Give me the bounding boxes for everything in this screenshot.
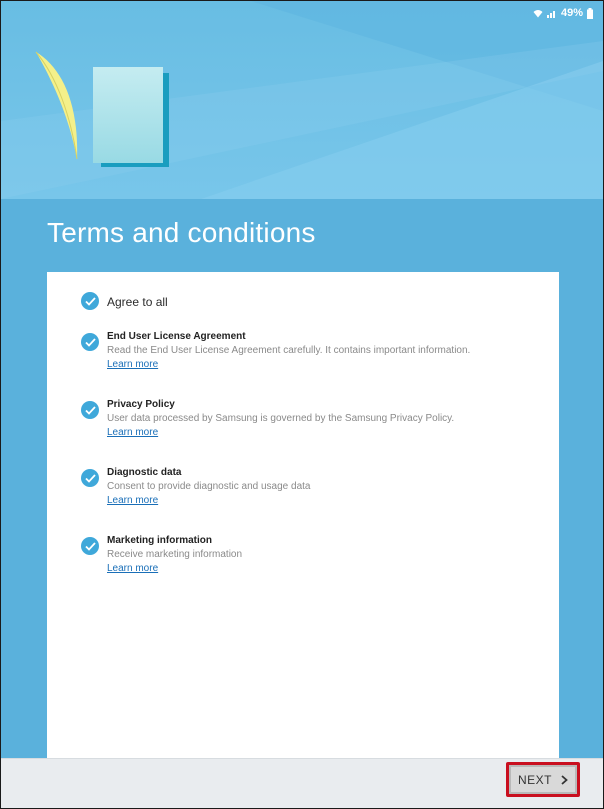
bottom-bar (1, 758, 603, 809)
terms-item-checkbox[interactable] (81, 401, 99, 419)
feather-icon (36, 52, 77, 159)
agree-all-row[interactable] (47, 272, 559, 322)
battery-percent: 49% (560, 7, 583, 19)
agree-all-checkbox[interactable] (81, 292, 99, 310)
terms-illustration (31, 47, 181, 172)
terms-item-checkbox[interactable] (81, 469, 99, 487)
terms-item (47, 398, 559, 460)
signal-icon (547, 9, 557, 18)
terms-item-title: Marketing information (107, 535, 213, 546)
learn-more-link[interactable]: Learn more (107, 427, 159, 438)
terms-item-description: User data processed by Samsung is governed by the Samsung Privacy Policy. (107, 413, 455, 424)
agree-all-label: Agree to all (107, 295, 168, 309)
terms-item (47, 466, 559, 528)
check-icon (85, 406, 96, 415)
terms-card (47, 272, 559, 772)
terms-item-checkbox[interactable] (81, 333, 99, 351)
terms-item-description: Receive marketing information (107, 549, 243, 560)
terms-item (47, 330, 559, 392)
terms-item-title: End User License Agreement (107, 331, 246, 342)
page-title: Terms and conditions (47, 217, 316, 248)
chevron-right-icon (561, 775, 568, 785)
check-icon (85, 338, 96, 347)
learn-more-link[interactable]: Learn more (107, 359, 159, 370)
learn-more-link[interactable]: Learn more (107, 495, 159, 506)
next-button-label: NEXT (517, 772, 552, 787)
terms-item-description: Consent to provide diagnostic and usage data (107, 481, 311, 492)
check-icon (85, 297, 96, 306)
terms-item (47, 534, 559, 596)
wifi-icon (533, 9, 543, 18)
next-button[interactable] (506, 762, 580, 797)
terms-item-checkbox[interactable] (81, 537, 99, 555)
terms-item-title: Diagnostic data (107, 467, 182, 478)
check-icon (85, 474, 96, 483)
learn-more-link[interactable]: Learn more (107, 563, 159, 574)
terms-item-description: Read the End User License Agreement carefully. It contains important information. (107, 345, 471, 356)
check-icon (85, 542, 96, 551)
terms-item-title: Privacy Policy (107, 399, 175, 410)
header-banner (1, 1, 603, 199)
status-bar (533, 6, 593, 20)
battery-icon (587, 8, 593, 19)
